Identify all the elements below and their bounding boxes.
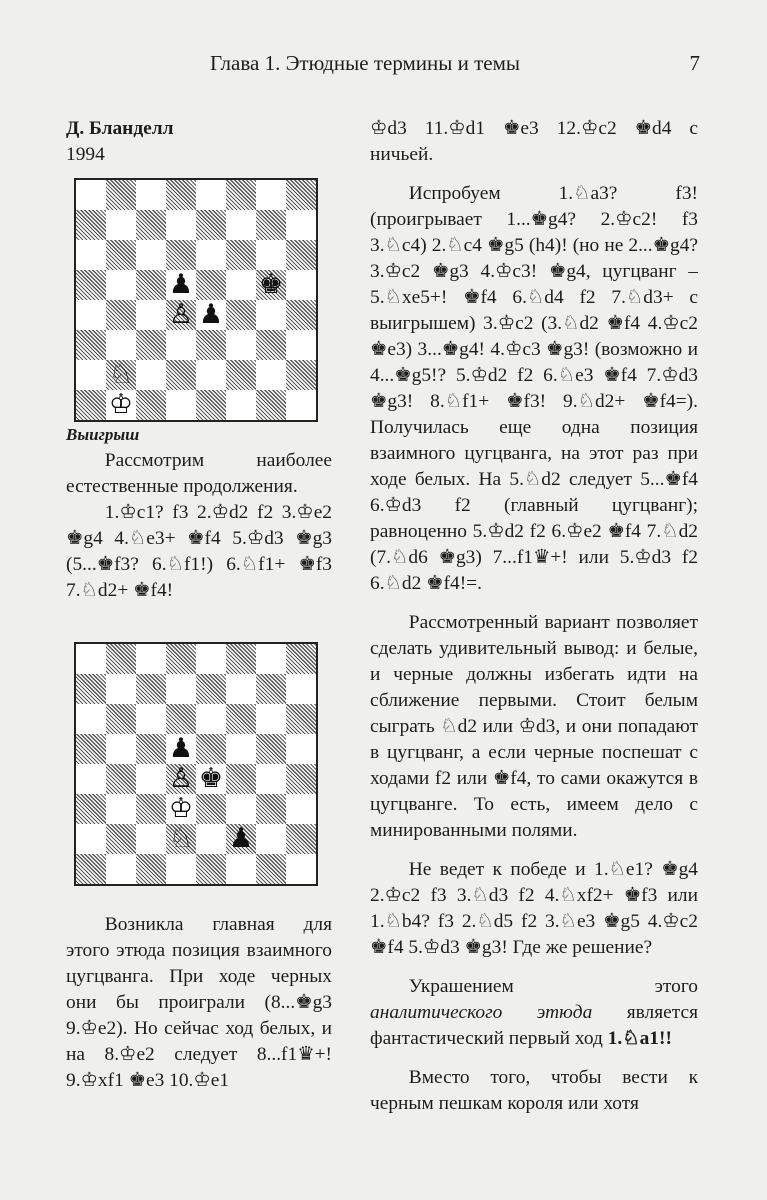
- board-square: [286, 734, 316, 764]
- board-square: [196, 674, 226, 704]
- board-square: [256, 704, 286, 734]
- black-king-icon: ♚: [198, 763, 224, 794]
- board-square: [286, 704, 316, 734]
- board-square: [256, 180, 286, 210]
- board-square: [106, 270, 136, 300]
- board-square: [286, 794, 316, 824]
- board-square: [166, 854, 196, 884]
- board-square: [226, 210, 256, 240]
- paragraph: [370, 974, 698, 1052]
- board-square: [76, 734, 106, 764]
- board-square: [76, 794, 106, 824]
- board-square: [76, 390, 106, 420]
- board-square: [286, 360, 316, 390]
- board-square: [106, 300, 136, 330]
- diagram-caption: Выигрыш: [66, 425, 140, 444]
- board-square: [196, 734, 226, 764]
- board-square: [196, 390, 226, 420]
- board-square: [76, 854, 106, 884]
- chess-diagram-2: [74, 642, 318, 886]
- white-knight-icon: ♘: [108, 359, 134, 390]
- board-square: [226, 734, 256, 764]
- board-square: [136, 330, 166, 360]
- board-square: [286, 300, 316, 330]
- board-square: [136, 854, 166, 884]
- board-square: [106, 824, 136, 854]
- paragraph: Рассмотренный вариант позволяет сделать удивительный вывод: и белые, и черные должны избегать идти на сближение первыми. Стоит белым сыграть ♘d2 или ♔d3, и они попадают в цугцванг, а если черные поспешат с ходами f2 или ♚f4, то сами окажутся в цугцванге. То есть, имеем дело с минированными полями.: [370, 612, 698, 841]
- board-square: [166, 240, 196, 270]
- board-square: [196, 210, 226, 240]
- paragraph: Вместо того, чтобы вести к черным пешкам короля или хотя: [370, 1067, 698, 1114]
- board-square: [76, 270, 106, 300]
- text-run: Украшением этого: [408, 976, 698, 997]
- running-header: [60, 48, 700, 78]
- board-square: [136, 704, 166, 734]
- board-square: [256, 734, 286, 764]
- board-square: [136, 390, 166, 420]
- board-square: [226, 854, 256, 884]
- board-square: [136, 644, 166, 674]
- black-pawn-icon: ♟: [198, 299, 224, 330]
- board-square: [106, 764, 136, 794]
- study-year: 1994: [66, 144, 105, 165]
- board-square: [76, 764, 106, 794]
- board-square: [226, 240, 256, 270]
- board-square: [166, 704, 196, 734]
- paragraph: Не ведет к победе и 1.♘e1? ♚g4 2.♔c2 f3 3.♘d3 f2 4.♘xf2+ ♚f3 или 1.♘b4? f3 2.♘d5 f2 3.♘e3 ♚g5 4.♔c2 ♚f4 5.♔d3 ♚g3! Где же решение?: [370, 859, 698, 958]
- paragraph: Рассмотрим наиболее естественные продолжения.: [66, 450, 332, 497]
- board-square: [166, 180, 196, 210]
- board-square: [106, 794, 136, 824]
- board-square: [286, 210, 316, 240]
- board-square: [286, 764, 316, 794]
- board-square: [226, 644, 256, 674]
- board-square: [226, 330, 256, 360]
- board-square: [136, 240, 166, 270]
- black-pawn-icon: ♟: [168, 269, 194, 300]
- board-square: [226, 764, 256, 794]
- board-square: [196, 854, 226, 884]
- board-square: [256, 210, 286, 240]
- paragraph: Возникла главная для этого этюда позиция взаимного цугцванга. При ходе черных они бы проиграли (8...♚g3 9.♔e2). Но сейчас ход белых, и на 8.♔e2 следует 8...f1♛+! 9.♔xf1 ♚e3 10.♔e1: [66, 914, 332, 1091]
- chess-diagram-1: [74, 178, 318, 422]
- board-square: [76, 824, 106, 854]
- board-square: [226, 270, 256, 300]
- board-square: [76, 674, 106, 704]
- text-run: является фантастический первый ход: [370, 1002, 698, 1049]
- board-square: [166, 330, 196, 360]
- black-pawn-icon: ♟: [168, 733, 194, 764]
- board-square: [226, 180, 256, 210]
- board-square: [196, 794, 226, 824]
- board-square: [136, 360, 166, 390]
- board-square: [196, 360, 226, 390]
- right-column: [370, 116, 698, 1117]
- board-square: [256, 300, 286, 330]
- board-square: [226, 704, 256, 734]
- white-king-icon: ♔: [168, 793, 194, 824]
- board-square: [106, 240, 136, 270]
- board-square: [256, 240, 286, 270]
- board-square: [256, 390, 286, 420]
- paragraph: 1.♔c1? f3 2.♔d2 f2 3.♔e2 ♚g4 4.♘e3+ ♚f4 5.♔d3 ♚g3 (5...♚f3? 6.♘f1!) 6.♘f1+ ♚f3 7.♘d2+ ♚f4!: [66, 502, 332, 601]
- paragraph: Испробуем 1.♘a3? f3! (проигрывает 1...♚g4? 2.♔c2! f3 3.♘c4) 2.♘c4 ♚g5 (h4)! (но не 2...♚g4? 3.♔c2 ♚g3 4.♔c3! ♚g4, цугцванг – 5.♘xe5+! ♚f4 6.♘d4 f2 7.♘d3+ с выигрышем) 3.♔c2 (3.♘d2 ♚f4 4.♔c2 ♚e3) 3...♚g4! 4.♔c3 ♚g3! (возможно и 4...♚g5!? 5.♔d2 f2 6.♘e3 ♚f4 7.♔d3 ♚g3! 8.♘f1+ ♚f3! 9.♘d2+ ♚f4=). Получилась еще одна позиция взаимного цугцванга, на этот раз при ходе белых. На 5.♘d2 следует 5...♚f4 6.♔d3 f2 (главный цугцванг); равноценно 5.♔d2 f2 6.♔e2 ♚f4 7.♘d2 (7.♘d6 ♚g3) 7...f1♛+! или 5.♔d3 f2 6.♘d2 ♚f4!=.: [370, 183, 698, 594]
- board-square: [196, 180, 226, 210]
- board-square: [286, 854, 316, 884]
- board-square: [166, 674, 196, 704]
- board-square: [196, 644, 226, 674]
- board-square: [76, 180, 106, 210]
- board-square: [166, 390, 196, 420]
- board-square: [286, 824, 316, 854]
- emphasis-text: аналитического этюда: [370, 1002, 593, 1023]
- board-square: [76, 704, 106, 734]
- board-square: [136, 764, 166, 794]
- board-square: [196, 824, 226, 854]
- board-square: [226, 674, 256, 704]
- black-king-icon: ♚: [258, 269, 284, 300]
- board-square: [166, 644, 196, 674]
- white-pawn-icon: ♙: [168, 763, 194, 794]
- board-square: [136, 270, 166, 300]
- board-square: [76, 360, 106, 390]
- board-square: [106, 330, 136, 360]
- key-move: 1.♘a1!!: [607, 1028, 672, 1049]
- board-square: [166, 210, 196, 240]
- board-square: [106, 674, 136, 704]
- board-square: [166, 360, 196, 390]
- board-square: [226, 300, 256, 330]
- board-square: [76, 210, 106, 240]
- board-square: [76, 300, 106, 330]
- board-square: [286, 674, 316, 704]
- board-square: [106, 734, 136, 764]
- board-square: [106, 704, 136, 734]
- board-square: [106, 180, 136, 210]
- board-square: [286, 330, 316, 360]
- white-knight-icon: ♘: [168, 823, 194, 854]
- board-square: [286, 644, 316, 674]
- board-square: [136, 794, 166, 824]
- board-square: [196, 270, 226, 300]
- board-square: [136, 734, 166, 764]
- board-square: [106, 644, 136, 674]
- page-number: 7: [689, 51, 700, 75]
- board-square: [226, 360, 256, 390]
- board-square: [226, 390, 256, 420]
- board-square: [256, 644, 286, 674]
- chapter-title: Глава 1. Этюдные термины и темы: [210, 51, 521, 75]
- board-square: [136, 824, 166, 854]
- board-square: [196, 330, 226, 360]
- board-square: [196, 704, 226, 734]
- board-square: [256, 854, 286, 884]
- board-square: [136, 180, 166, 210]
- black-pawn-icon: ♟: [228, 823, 254, 854]
- board-square: [226, 794, 256, 824]
- board-square: [286, 390, 316, 420]
- white-king-icon: ♔: [108, 389, 134, 420]
- white-pawn-icon: ♙: [168, 299, 194, 330]
- board-square: [76, 644, 106, 674]
- left-column: [66, 116, 332, 1094]
- paragraph: ♔d3 11.♔d1 ♚e3 12.♔c2 ♚d4 с ничьей.: [370, 118, 698, 165]
- board-square: [136, 300, 166, 330]
- board-square: [256, 764, 286, 794]
- study-author: Д. Бланделл: [66, 118, 174, 139]
- board-square: [136, 674, 166, 704]
- board-square: [106, 854, 136, 884]
- board-square: [256, 674, 286, 704]
- board-square: [256, 330, 286, 360]
- board-square: [136, 210, 166, 240]
- board-square: [76, 330, 106, 360]
- board-square: [76, 240, 106, 270]
- board-square: [286, 270, 316, 300]
- board-square: [286, 180, 316, 210]
- board-square: [256, 824, 286, 854]
- board-square: [256, 794, 286, 824]
- board-square: [196, 240, 226, 270]
- board-square: [256, 360, 286, 390]
- board-square: [106, 210, 136, 240]
- board-square: [286, 240, 316, 270]
